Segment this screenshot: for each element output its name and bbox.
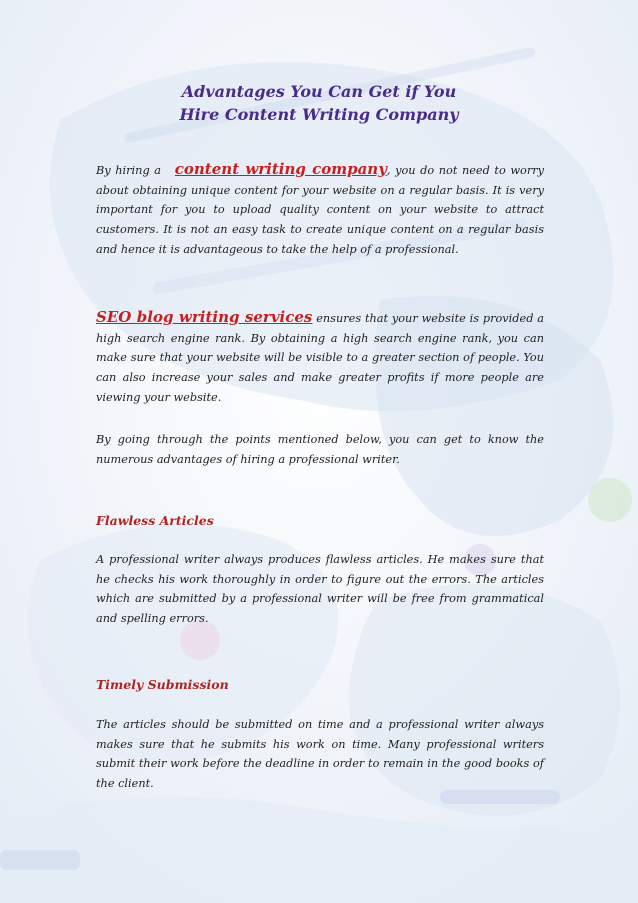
section-body-flawless-articles: A professional writer always produces flawless articles. He makes sure that he checks his work thoroughly in order to figure out the errors. The articles which are submitted by a professional writer will be free from grammatical and spelling errors. — [96, 553, 544, 626]
points-intro-paragraph: By going through the points mentioned below, you can get to know the numerous advantages of hiring a professional writer. — [96, 433, 544, 466]
title-line-2: Hire Content Writing Company — [179, 105, 459, 124]
title-line-1: Advantages You Can Get if You — [181, 82, 457, 101]
section-heading-timely-submission: Timely Submission — [96, 677, 229, 692]
content-writing-company-link[interactable]: content writing company — [174, 160, 387, 178]
seo-paragraph — [96, 308, 544, 408]
section-heading-flawless-articles: Flawless Articles — [96, 513, 214, 528]
seo-text-after: ensures that your website is provided a high search engine rank. By obtaining a high search engine rank, you can make sure that your website will be visible to a greater section of people. You can also increase your sales and make greater profits if more people are viewing your website. — [96, 312, 545, 404]
intro-text-before: By hiring a — [96, 164, 161, 177]
document-title — [0, 80, 638, 126]
intro-text-after: , you do not need to worry about obtaining unique content for your website on a regular basis. It is very important for you to upload quality content on your website to attract customers. It is not an easy task to create unique content on a regular basis and hence it is advantageous to take the help of a professional. — [96, 164, 544, 256]
seo-blog-writing-services-link[interactable]: SEO blog writing services — [96, 308, 313, 326]
intro-paragraph — [96, 160, 544, 260]
section-body-timely-submission: The articles should be submitted on time and a professional writer always makes sure that he submits his work on time. Many professional writers submit their work before the deadline in order to remain in the good books of the client. — [96, 718, 544, 791]
